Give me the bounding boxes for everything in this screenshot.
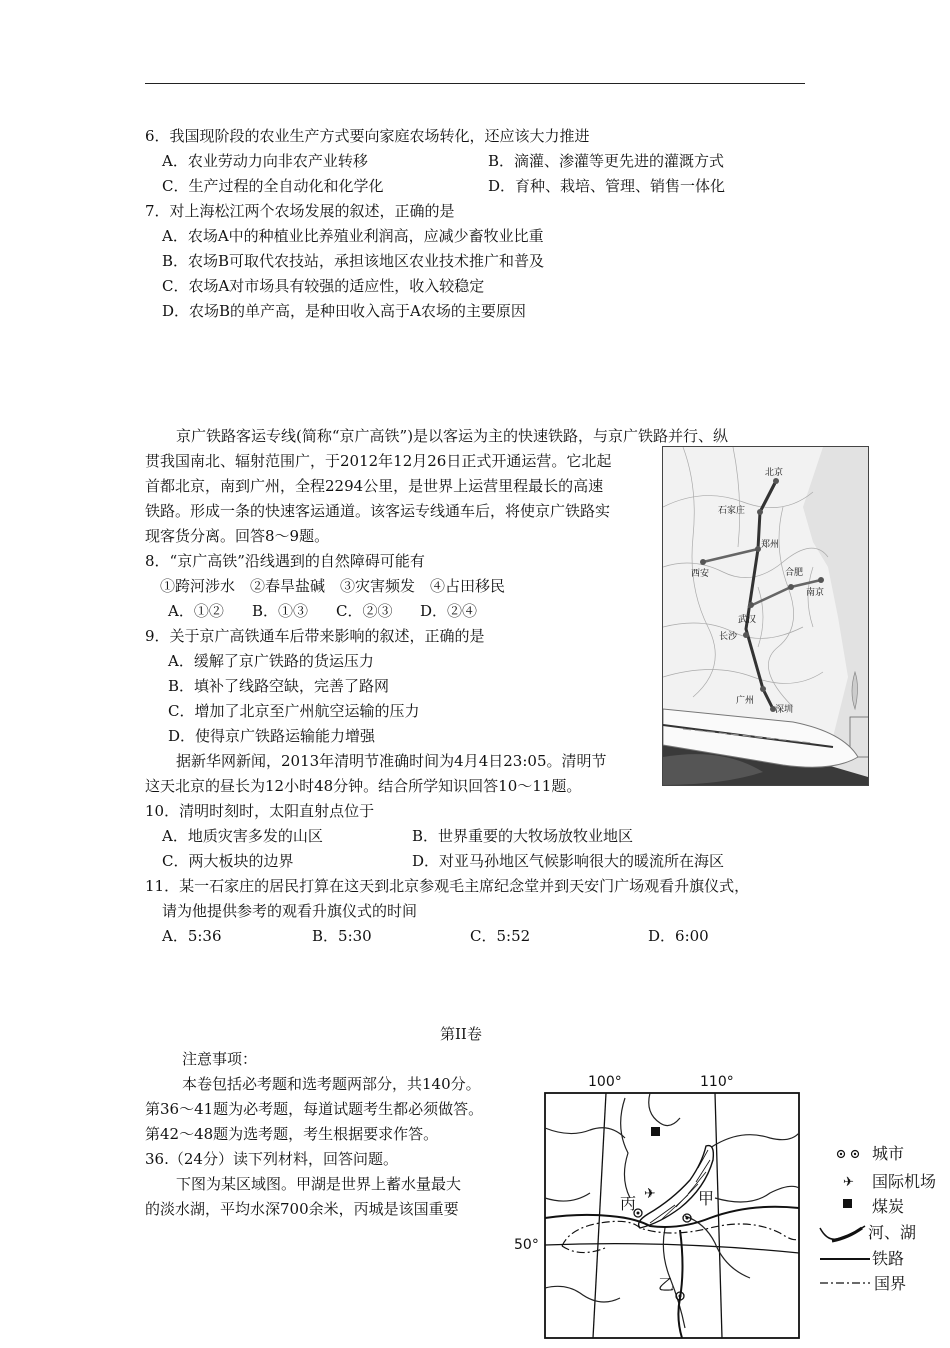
- q7-option-a: A．农场A中的种植业比养殖业利润高，应减少畜牧业比重: [162, 227, 544, 245]
- q11-stem-cont: 请为他提供参考的观看升旗仪式的时间: [162, 902, 418, 920]
- map1-city: 郑州: [761, 540, 780, 550]
- rail-map-svg: [663, 447, 868, 785]
- legend: [820, 1151, 870, 1284]
- q6-option-b: B．滴灌、渗灌等更先进的灌溉方式: [488, 152, 725, 170]
- q11-stem: 11．某一石家庄的居民打算在这天到北京参观毛主席纪念堂并到天安门广场观看升旗仪式，: [145, 877, 750, 895]
- passage1-line: 铁路。形成一条的快速客运通道。该客运专线通车后，将使京广铁路实: [145, 502, 611, 520]
- header-rule: [145, 83, 805, 84]
- q10-option-d: D．对亚马孙地区气候影响很大的暖流所在海区: [412, 852, 725, 870]
- part2-notice: 注意事项：: [182, 1050, 258, 1068]
- legend-label: 铁路: [872, 1249, 905, 1268]
- q6-option-a: A．农业劳动力向非农产业转移: [162, 152, 368, 170]
- passage2-line: 据新华网新闻，2013年清明节准确时间为4月4日23:05。清明节: [176, 752, 607, 770]
- legend-label: 河、湖: [868, 1223, 917, 1242]
- passage2-line: 这天北京的昼长为12小时48分钟。结合所学知识回答10～11题。: [145, 777, 582, 795]
- map1-city: 广州: [736, 696, 755, 706]
- q9-option-d: D．使得京广铁路运输能力增强: [168, 727, 376, 745]
- q11-option-b: B．5:30: [312, 927, 372, 945]
- passage1-line: 贯我国南北、辐射范围广，于2012年12月26日正式开通运营。它北起: [145, 452, 612, 470]
- q8-stem: 8．“京广高铁”沿线遇到的自然障碍可能有: [145, 552, 425, 570]
- q8-option-d: D．②④: [420, 602, 478, 620]
- map1-city: 北京: [765, 468, 784, 478]
- q11-option-c: C．5:52: [470, 927, 531, 945]
- legend-coal-icon: [843, 1199, 852, 1208]
- q11-option-a: A．5:36: [162, 927, 222, 945]
- map1-city: 西安: [691, 569, 710, 579]
- legend-airport-icon: ✈: [843, 1175, 854, 1190]
- part2-line: 36.（24分）读下列材料，回答问题。: [145, 1150, 398, 1168]
- q9-option-c: C．增加了北京至广州航空运输的压力: [168, 702, 420, 720]
- q10-option-a: A．地质灾害多发的山区: [162, 827, 323, 845]
- part2-line: 下图为某区域图。甲湖是世界上蓄水量最大: [176, 1175, 462, 1193]
- legend-label: 煤炭: [872, 1197, 905, 1216]
- label-yi: 乙: [658, 1275, 675, 1294]
- map1-city: 深圳: [775, 705, 794, 715]
- q8-option-c: C．②③: [336, 602, 393, 620]
- map1-city: 合肥: [785, 568, 804, 578]
- q6-stem: 6．我国现阶段的农业生产方式要向家庭农场转化，还应该大力推进: [145, 127, 590, 145]
- q8-option-a: A．①②: [168, 602, 224, 620]
- region-map-svg: [510, 1068, 950, 1344]
- lon-label-100: 100°: [588, 1074, 622, 1090]
- map1-city: 长沙: [719, 632, 738, 642]
- q7-stem: 7．对上海松江两个农场发展的叙述，正确的是: [145, 202, 455, 220]
- part2-title: 第II卷: [440, 1025, 482, 1043]
- q10-option-c: C．两大板块的边界: [162, 852, 294, 870]
- q6-option-c: C．生产过程的全自动化和化学化: [162, 177, 384, 195]
- map1-city: 石家庄: [718, 506, 746, 516]
- legend-label: 城市: [872, 1144, 905, 1163]
- label-bing: 丙: [620, 1194, 637, 1213]
- q7-option-c: C．农场A对市场具有较强的适应性，收入较稳定: [162, 277, 485, 295]
- legend-label: 国界: [874, 1274, 907, 1293]
- legend-label: 国际机场: [872, 1172, 937, 1191]
- region-map: [510, 1068, 950, 1344]
- part2-line: 第42～48题为选考题，考生根据要求作答。: [145, 1125, 439, 1143]
- q7-option-b: B．农场B可取代农技站，承担该地区农业技术推广和普及: [162, 252, 545, 270]
- q8-items: ①跨河涉水 ②春旱盐碱 ③灾害频发 ④占田移民: [160, 577, 506, 595]
- lat-label-50: 50°: [514, 1237, 539, 1253]
- passage1-line: 现客货分离。回答8～9题。: [145, 527, 330, 545]
- passage1-line: 京广铁路客运专线(简称“京广高铁”)是以客运为主的快速铁路，与京广铁路并行、纵: [176, 427, 729, 445]
- q10-stem: 10．清明时刻时，太阳直射点位于: [145, 802, 375, 820]
- airport-icon: ✈: [644, 1186, 656, 1202]
- passage1-line: 首都北京，南到广州，全程2294公里，是世界上运营里程最长的高速: [145, 477, 604, 495]
- q9-option-a: A．缓解了京广铁路的货运压力: [168, 652, 374, 670]
- lon-label-110: 110°: [700, 1074, 734, 1090]
- label-jia: 甲: [698, 1189, 715, 1208]
- coal-marker: [651, 1127, 660, 1136]
- q7-option-d: D．农场B的单产高，是种田收入高于A农场的主要原因: [162, 302, 526, 320]
- rail-map: [662, 446, 869, 786]
- q8-option-b: B．①③: [252, 602, 309, 620]
- q9-stem: 9．关于京广高铁通车后带来影响的叙述，正确的是: [145, 627, 485, 645]
- part2-line: 的淡水湖，平均水深700余米，丙城是该国重要: [145, 1200, 459, 1218]
- q9-option-b: B．填补了线路空缺，完善了路网: [168, 677, 390, 695]
- map1-city: 武汉: [738, 615, 757, 625]
- q10-option-b: B．世界重要的大牧场放牧业地区: [412, 827, 634, 845]
- map1-city: 南京: [806, 588, 825, 598]
- q11-option-d: D．6:00: [648, 927, 709, 945]
- q6-option-d: D．育种、栽培、管理、销售一体化: [488, 177, 726, 195]
- part2-line: 第36～41题为必考题，每道试题考生都必须做答。: [145, 1100, 484, 1118]
- part2-line: 本卷包括必考题和选考题两部分，共140分。: [182, 1075, 481, 1093]
